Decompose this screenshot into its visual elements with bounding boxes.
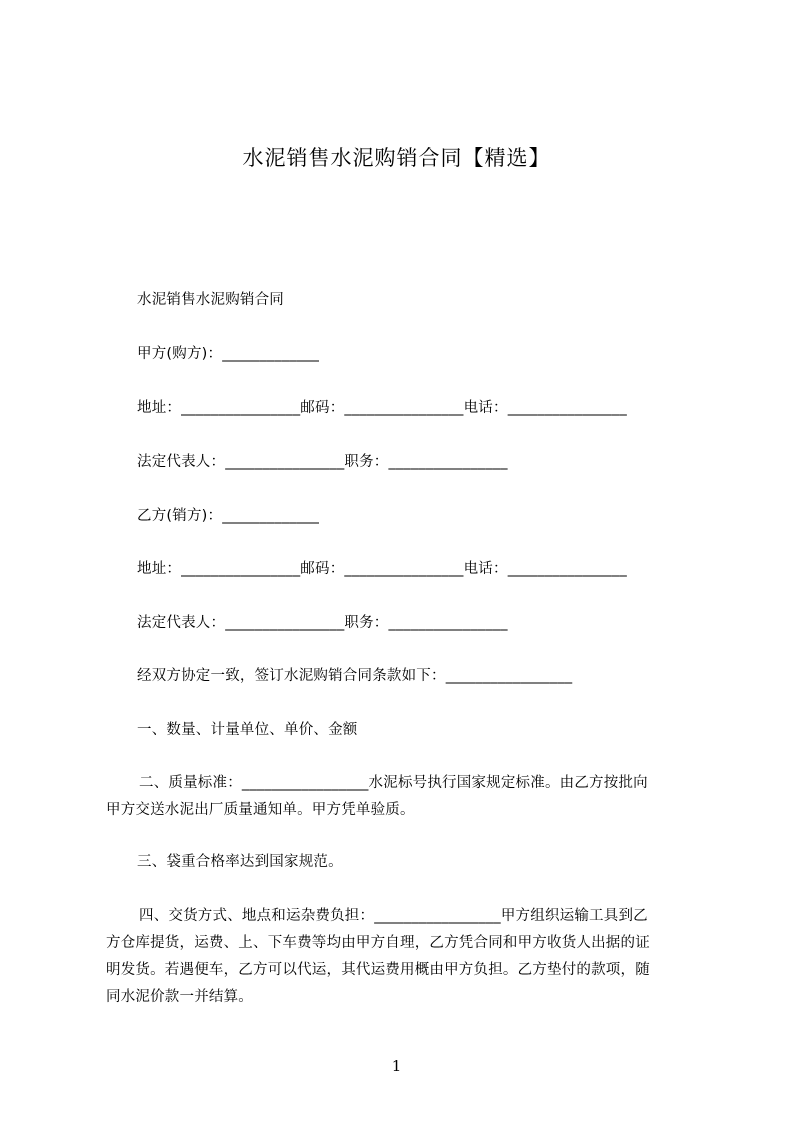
page-number: 1: [391, 1057, 402, 1075]
party-b-line: 乙方(销方)：_____________: [137, 508, 320, 524]
contract-heading: 水泥销售水泥购销合同: [137, 292, 284, 308]
clause-4-line-3: 明发货。若遇便车，乙方可以代运，其代运费用概由甲方负担。乙方垫付的款项，随: [106, 962, 650, 978]
clause-4-line-2: 方仓库提货，运费、上、下车费等均由甲方自理，乙方凭合同和甲方收货人出据的证: [106, 935, 650, 951]
clause-3-line: 三、袋重合格率达到国家规范。: [137, 854, 343, 870]
party-a-contact-line: 地址：________________邮码：________________电话：________________: [137, 400, 627, 416]
agreement-line: 经双方协定一致，签订水泥购销合同条款如下：_________________: [137, 668, 573, 684]
clause-4-line-4: 同水泥价款一并结算。: [106, 989, 253, 1005]
clause-4-line-1: 四、交货方式、地点和运杂费负担：_________________甲方组织运输工具到乙: [139, 908, 648, 924]
party-b-representative-line: 法定代表人：________________职务：________________: [137, 615, 508, 631]
party-a-representative-line: 法定代表人：________________职务：________________: [137, 454, 508, 470]
party-b-contact-line: 地址：________________邮码：________________电话：________________: [137, 561, 627, 577]
party-a-line: 甲方(购方)：_____________: [137, 346, 320, 362]
clause-2-line-1: 二、质量标准：_________________水泥标号执行国家规定标准。由乙方按批向: [139, 775, 648, 791]
clause-2-line-2: 甲方交送水泥出厂质量通知单。甲方凭单验质。: [106, 802, 415, 818]
clause-1-heading: 一、数量、计量单位、单价、金额: [137, 722, 358, 738]
document-title: 水泥销售水泥购销合同【精选】: [242, 146, 551, 170]
